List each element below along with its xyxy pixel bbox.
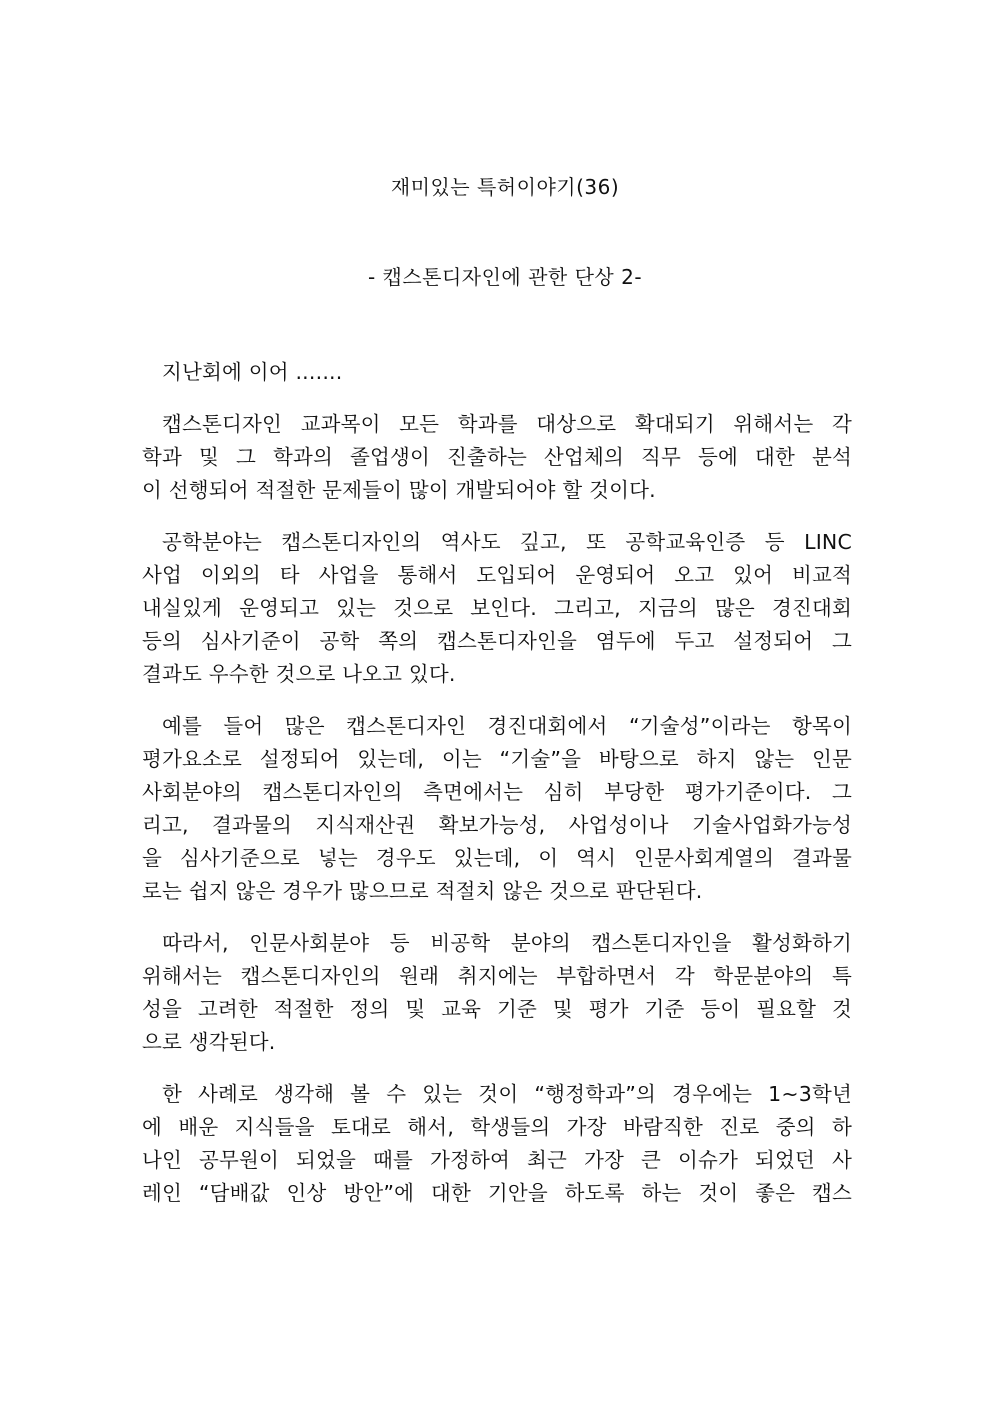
- paragraph-line: 등의 심사기준이 공학 쪽의 캡스톤디자인을 염두에 두고 설정되어 그: [142, 629, 852, 653]
- paragraph-line: 으로 생각된다.: [142, 1030, 276, 1054]
- paragraph-line: 사회분야의 캡스톤디자인의 측면에서는 심히 부당한 평가기준이다. 그: [142, 780, 852, 804]
- paragraph-line: 지난회에 이어 .......: [162, 360, 343, 384]
- paragraph-line: 내실있게 운영되고 있는 것으로 보인다. 그리고, 지금의 많은 경진대회: [142, 596, 852, 620]
- paragraph-line: 학과 및 그 학과의 졸업생이 진출하는 산업체의 직무 등에 대한 분석: [142, 445, 852, 469]
- paragraph-line: 레인 “담배값 인상 방안”에 대한 기안을 하도록 하는 것이 좋은 캡스: [142, 1181, 852, 1205]
- paragraph-line: 평가요소로 설정되어 있는데, 이는 “기술”을 바탕으로 하지 않는 인문: [142, 747, 852, 771]
- paragraph-line: 이 선행되어 적절한 문제들이 많이 개발되어야 할 것이다.: [142, 478, 656, 502]
- paragraph-5: [142, 927, 852, 1059]
- paragraph-6: [142, 1078, 852, 1210]
- paragraph-3: [142, 526, 852, 691]
- paragraph-line: 나인 공무원이 되었을 때를 가정하여 최근 가장 큰 이슈가 되었던 사: [142, 1148, 852, 1172]
- paragraph-1: [142, 356, 852, 389]
- paragraph-2: [142, 408, 852, 507]
- paragraph-line: 캡스톤디자인 교과목이 모든 학과를 대상으로 확대되기 위해서는 각: [162, 412, 852, 436]
- paragraph-line: 결과도 우수한 것으로 나오고 있다.: [142, 662, 456, 686]
- paragraph-line: 위해서는 캡스톤디자인의 원래 취지에는 부합하면서 각 학문분야의 특: [142, 964, 852, 988]
- document-body: [142, 356, 852, 1229]
- paragraph-line: 로는 쉽지 않은 경우가 많으므로 적절치 않은 것으로 판단된다.: [142, 879, 703, 903]
- paragraph-line: 예를 들어 많은 캡스톤디자인 경진대회에서 “기술성”이라는 항목이: [162, 714, 852, 738]
- paragraph-line: 리고, 결과물의 지식재산권 확보가능성, 사업성이나 기술사업화가능성: [142, 813, 852, 837]
- paragraph-line: 사업 이외의 타 사업을 통해서 도입되어 운영되어 오고 있어 비교적: [142, 563, 852, 587]
- paragraph-line: 따라서, 인문사회분야 등 비공학 분야의 캡스톤디자인을 활성화하기: [162, 931, 852, 955]
- paragraph-line: 성을 고려한 적절한 정의 및 교육 기준 및 평가 기준 등이 필요할 것: [142, 997, 852, 1021]
- document-title: 재미있는 특허이야기(36): [390, 175, 620, 199]
- paragraph-line: 에 배운 지식들을 토대로 해서, 학생들의 가장 바람직한 진로 중의 하: [142, 1115, 852, 1139]
- paragraph-line: 한 사례로 생각해 볼 수 있는 것이 “행정학과”의 경우에는 1~3학년: [162, 1082, 852, 1106]
- paragraph-line: 공학분야는 캡스톤디자인의 역사도 깊고, 또 공학교육인증 등 LINC: [162, 530, 852, 554]
- paragraph-4: [142, 710, 852, 908]
- paragraph-line: 을 심사기준으로 넣는 경우도 있는데, 이 역시 인문사회계열의 결과물: [142, 846, 852, 870]
- document-subtitle: - 캡스톤디자인에 관한 단상 2-: [367, 265, 643, 289]
